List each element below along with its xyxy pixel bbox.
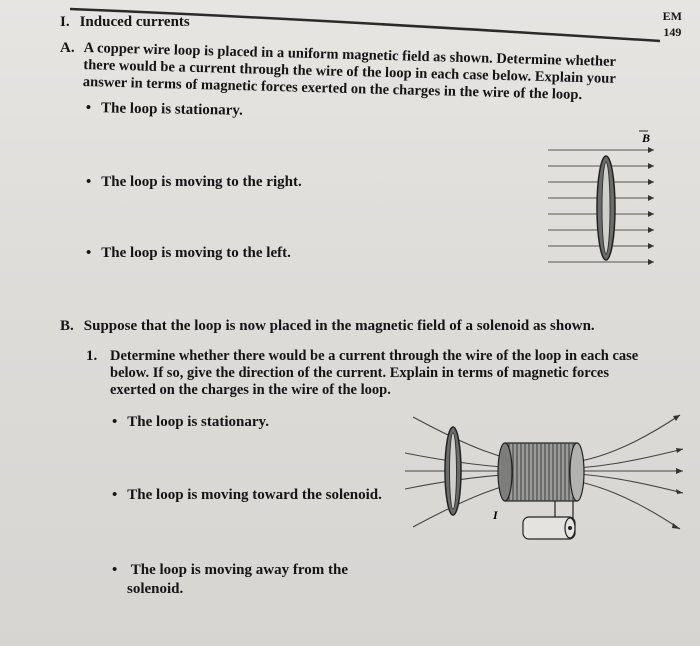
solenoid-figure [405, 405, 685, 555]
field-label-b: B [642, 131, 651, 145]
field-arrowheads [648, 147, 654, 265]
part-a-prompt: A copper wire loop is placed in a uniform magnetic field as shown. Determine whether there would be a current through the wire of the loop in each case below. Explain your answer in terms of magnetic forces exerted on the charges in the wire of the loop. [82, 40, 616, 104]
part-a-label: A. [60, 40, 75, 56]
uniform-field-figure [548, 130, 658, 270]
section-title: Induced currents [79, 14, 190, 30]
current-label-i: I [493, 508, 498, 522]
section-heading [60, 14, 190, 31]
question-text: Determine whether there would be a current through the wire of the loop in each case below. If so, give the direction of the current. Explain in terms of magnetic forces exerted on the charges in the wire of the loop. [110, 348, 639, 398]
section-number: I. [60, 14, 70, 30]
question-number: 1. [86, 348, 98, 364]
wire-loop-inner [450, 433, 457, 509]
part-a-case-right: • The loop is moving to the right. [86, 174, 302, 191]
copper-loop-inner [602, 162, 610, 254]
page-tag-line1: EM [662, 9, 682, 23]
part-b-case-stationary: • The loop is stationary. [112, 414, 269, 431]
part-a-case-left: • The loop is moving to the left. [86, 245, 291, 262]
part-b-case-toward: • The loop is moving toward the solenoid. [112, 487, 382, 504]
page-tag-line2: 149 [663, 25, 682, 39]
solenoid-field-arrowheads [672, 415, 683, 529]
part-b-case-away-line1: The loop is moving away from the [130, 562, 348, 578]
part-a-case-stationary: • The loop is stationary. [86, 100, 243, 120]
part-b-prompt: Suppose that the loop is now placed in the magnetic field of a solenoid as shown. [83, 318, 595, 334]
part-b-case-away-line2: solenoid. [127, 581, 184, 597]
part-b-label: B. [60, 318, 74, 334]
page-tag [663, 8, 682, 40]
part-b-case-away [112, 561, 348, 599]
part-b-heading [60, 318, 595, 335]
